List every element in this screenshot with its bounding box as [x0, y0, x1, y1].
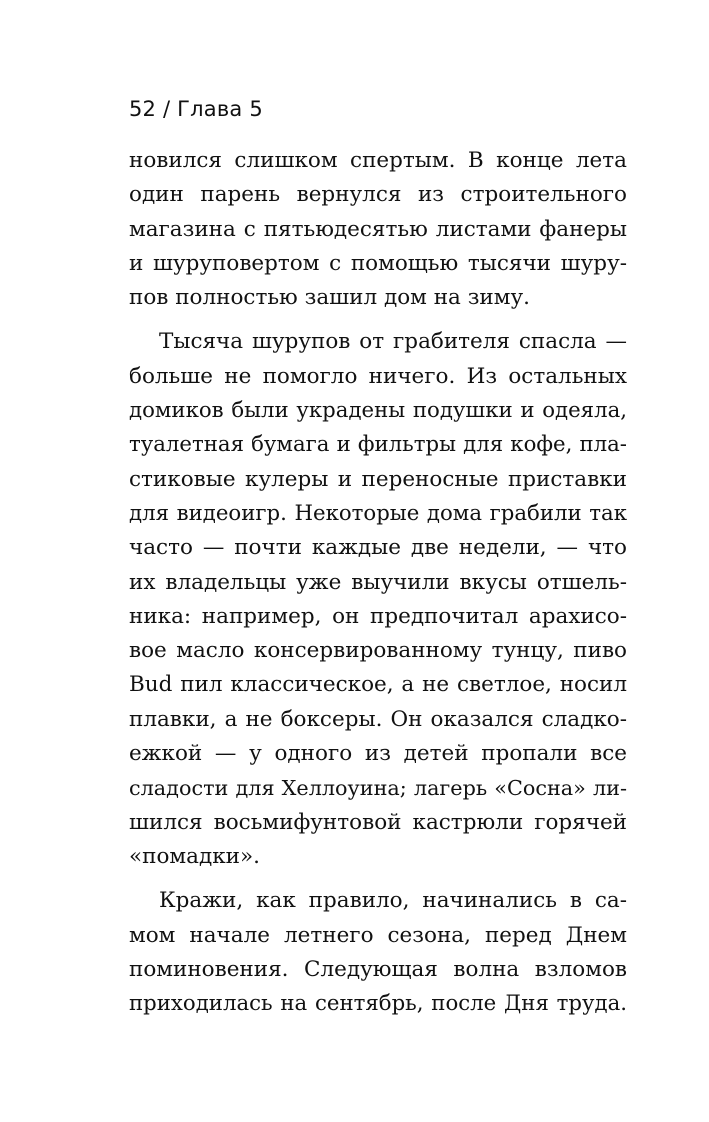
- text-line: часто — почти каждые две недели, — что: [129, 535, 627, 561]
- text-line: магазина с пятьюдесятью листами фанеры: [129, 216, 627, 242]
- text-line: для видеоигр. Некоторые дома грабили так: [129, 500, 627, 526]
- text-line: один парень вернулся из строительного: [129, 182, 627, 208]
- text-line: «помадки».: [129, 843, 260, 869]
- paragraph-gap: [129, 315, 627, 325]
- text-line: плавки, а не боксеры. Он оказался сладко-: [129, 706, 627, 732]
- paragraph-2: [129, 325, 627, 874]
- text-line: больше не помогло ничего. Из остальных: [129, 363, 627, 389]
- paragraph-3: [129, 884, 627, 1021]
- paragraph-1: [129, 144, 627, 315]
- text-line: ежкой — у одного из детей пропали все: [129, 741, 627, 767]
- text-line: вое масло консервированному тунцу, пиво: [129, 638, 627, 664]
- text-line: стиковые кулеры и переносные приставки: [129, 466, 627, 492]
- text-line: новился слишком спертым. В конце лета: [129, 148, 627, 173]
- text-line: шился восьмифунтовой кастрюли горячей: [129, 809, 627, 835]
- text-line: туалетная бумага и фильтры для кофе, пла-: [129, 432, 627, 458]
- text-line: приходилась на сентябрь, после Дня труда.: [129, 991, 627, 1017]
- running-head: 52 / Глава 5: [129, 97, 263, 121]
- body-text: [129, 144, 627, 1021]
- text-line: пов полностью зашил дом на зиму.: [129, 285, 530, 311]
- text-line: Bud пил классическое, а не светлое, носил: [129, 672, 627, 698]
- text-line: сладости для Хеллоуина; лагерь «Сосна» ли-: [129, 776, 627, 801]
- text-line: Кражи, как правило, начинались в са-: [159, 888, 627, 914]
- text-line: их владельцы уже выучили вкусы отшель-: [129, 569, 627, 595]
- text-line: мом начале летнего сезона, перед Днем: [129, 922, 627, 948]
- text-line: Тысяча шурупов от грабителя спасла —: [159, 329, 627, 355]
- text-line: и шуруповертом с помощью тысячи шуру-: [129, 250, 627, 276]
- text-line: домиков были украдены подушки и одеяла,: [129, 398, 627, 424]
- paragraph-gap: [129, 874, 627, 884]
- text-line: ника: например, он предпочитал арахисо-: [129, 603, 627, 629]
- text-line: поминовения. Следующая волна взломов: [129, 956, 627, 982]
